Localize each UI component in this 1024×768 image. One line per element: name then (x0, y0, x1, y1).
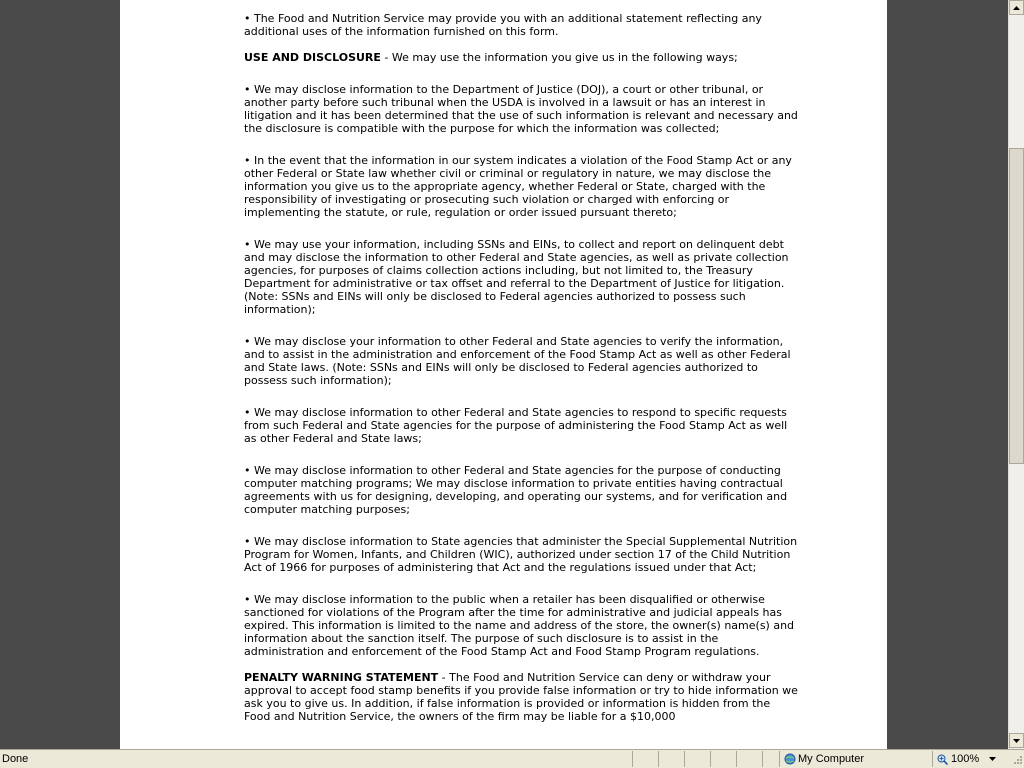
penalty-warning-paragraph (244, 671, 800, 723)
vertical-scrollbar[interactable] (1008, 0, 1024, 749)
status-panel-3 (684, 751, 710, 767)
scrollbar-track[interactable] (1009, 15, 1024, 733)
disclosure-bullet-doj: • We may disclose information to the Department of Justice (DOJ), a court or other tribunal, or another party before such tribunal when the USDA is involved in a lawsuit or has an interest in litigation and it has been determined that the use of such information is relevant and necessary and the disclosure is compatible with the purpose for which the information was collected; (244, 83, 798, 135)
status-panel-6 (762, 751, 779, 767)
penalty-warning-text: - The Food and Nutrition Service can deny or withdraw your approval to accept food stamp benefits if you provide false information or try to hide information we ask you to give us. In addition, if false information is provided or information is hidden from the Food and Nutrition Service, the owners of the firm may be liable for a $10,000 (244, 671, 798, 723)
zoom-magnifier-icon (937, 754, 948, 765)
penalty-warning-heading: PENALTY WARNING STATEMENT (244, 671, 439, 684)
disclosure-bullet-public: • We may disclose information to the public when a retailer has been disqualified or otherwise sanctioned for violations of the Program after the time for administrative and judicial appeals has expired. This information is limited to the name and address of the store, the owner(s) name(s) and information about the sanction itself. The purpose of such disclosure is to assist in the administration and enforcement of the Food Stamp Act and Food Stamp Program regulations. (244, 593, 795, 658)
resize-grip-icon[interactable] (1011, 755, 1023, 767)
status-panel-4 (710, 751, 736, 767)
disclosure-bullet-requests: • We may disclose information to other Federal and State agencies to respond to specific requests from such Federal and State agencies for the purpose of administering the Food Stamp Act as well as other Federal and State laws; (244, 406, 788, 445)
scroll-up-button[interactable] (1009, 0, 1024, 15)
disclosure-bullet-debt: • We may use your information, including SSNs and EINs, to collect and report on delinquent debt and may disclose the information to other Federal and State agencies, as well as private collection agencies, for purposes of claims collection actions including, but not limited to, the Treasury Department for administrative or tax offset and referral to the Department of Justice for litigation. (Note: SSNs and EINs will only be disclosed to Federal agencies authorized to possess such information); (244, 238, 789, 316)
use-and-disclosure-heading: USE AND DISCLOSURE (244, 51, 381, 64)
arrow-up-icon (1013, 6, 1020, 10)
arrow-down-icon (1013, 739, 1020, 743)
status-panel-2 (658, 751, 684, 767)
disclosure-bullet-verify: • We may disclose your information to other Federal and State agencies to verify the information, and to assist in the administration and enforcement of the Food Stamp Act as well as other Federal and State laws. (Note: SSNs and EINs will only be disclosed to Federal agencies authorized to possess such information); (244, 335, 791, 387)
security-zone-label: My Computer (798, 753, 865, 765)
security-zone-panel[interactable] (779, 751, 932, 767)
use-and-disclosure-text: - We may use the information you give us in the following ways; (380, 51, 738, 64)
disclosure-bullet-matching: • We may disclose information to other Federal and State agencies for the purpose of conducting computer matching programs; We may disclose information to private entities having contractual agreements with us for designing, developing, and operating our systems, and for verification and computer matching purposes; (244, 464, 788, 516)
intro-bullet: • The Food and Nutrition Service may provide you with an additional statement reflecting any additional uses of the information furnished on this form. (244, 12, 762, 38)
privacy-act-text (244, 12, 800, 723)
use-and-disclosure-paragraph (244, 51, 800, 64)
disclosure-bullet-wic: • We may disclose information to State agencies that administer the Special Supplemental Nutrition Program for Women, Infants, and Children (WIC), authorized under section 17 of the Child Nutrition Act of 1966 for purposes of administering that Act and the regulations issued under that Act; (244, 535, 798, 574)
status-bar (0, 749, 1024, 768)
status-panel-1 (632, 751, 658, 767)
disclosure-bullet-violation: • In the event that the information in our system indicates a violation of the Food Stamp Act or any other Federal or State law whether civil or criminal or regulatory in nature, we may disclose the information you give us to the appropriate agency, whether Federal or State, charged with the responsibility of investigating or prosecuting such violation or charged with enforcing or implementing the statute, or rule, regulation or order issued pursuant thereto; (244, 154, 792, 219)
zoom-level-control[interactable] (932, 751, 1008, 767)
document-page (120, 0, 887, 749)
computer-globe-icon (784, 753, 796, 765)
chevron-down-icon[interactable] (989, 757, 996, 761)
scrollbar-thumb[interactable] (1009, 148, 1024, 464)
scroll-down-button[interactable] (1009, 733, 1024, 748)
status-panel-5 (736, 751, 762, 767)
status-text: Done (2, 753, 29, 765)
zoom-level-label: 100% (951, 753, 980, 765)
